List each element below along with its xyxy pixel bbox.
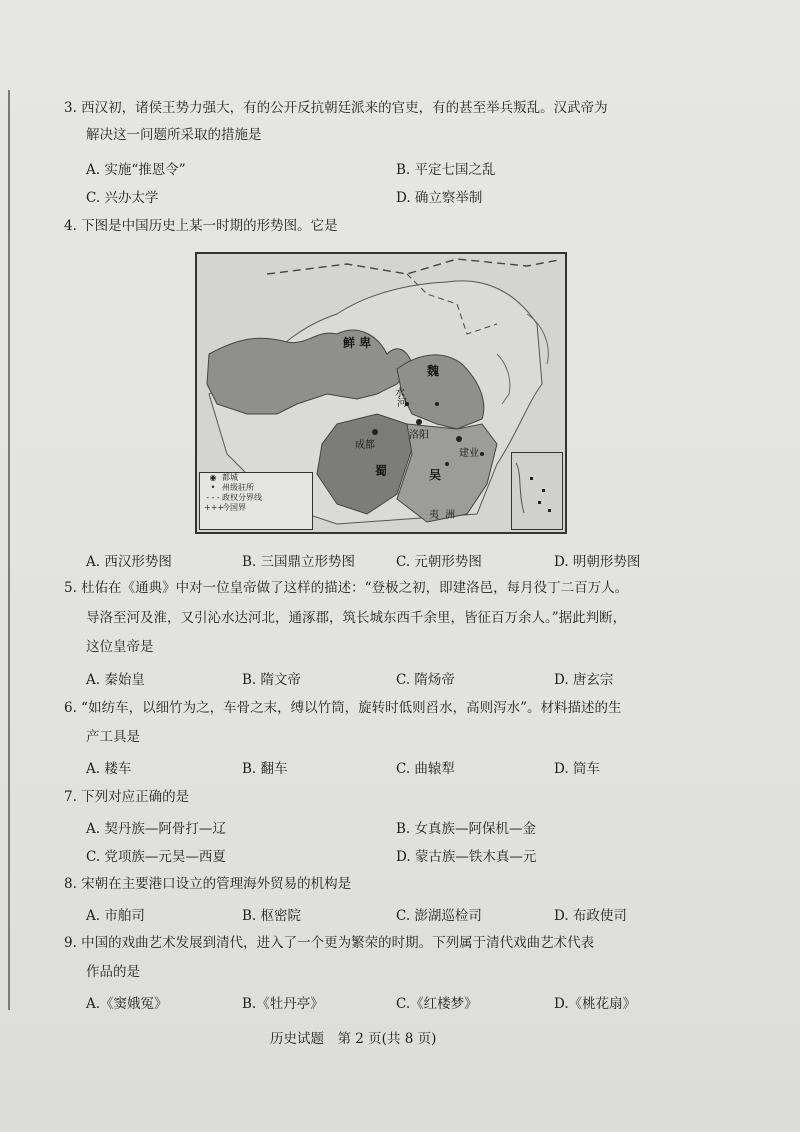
q4-option-c[interactable]: C. 元朝形势图 bbox=[396, 554, 482, 570]
map-label-shu: 蜀 bbox=[375, 464, 388, 478]
map-inset-islands bbox=[511, 452, 563, 530]
q7-option-c[interactable]: C. 党项族—元昊—西夏 bbox=[86, 849, 226, 865]
q8-option-b[interactable]: B. 枢密院 bbox=[242, 908, 302, 924]
map-label-zhou: 洲 bbox=[445, 510, 455, 521]
q8-option-a[interactable]: A. 市舶司 bbox=[86, 908, 145, 924]
legend-national-border: +++ 今国界 bbox=[204, 503, 246, 512]
legend-boundary: - - - 政权分界线 bbox=[200, 493, 312, 503]
inset-drawing bbox=[512, 453, 562, 529]
q3-stem-line2: 解决这一问题所采取的措施是 bbox=[86, 127, 262, 143]
q8-option-d[interactable]: D. 布政使司 bbox=[554, 908, 627, 924]
q6-option-b[interactable]: B. 翻车 bbox=[242, 761, 288, 777]
legend-capital: ◉ 都城 bbox=[200, 473, 312, 483]
map-label-hexi: 河 bbox=[397, 398, 407, 409]
q5-option-c[interactable]: C. 隋炀帝 bbox=[396, 672, 455, 688]
q3-stem-line1: 3. 西汉初，诸侯王势力强大，有的公开反抗朝廷派来的官吏，有的甚至举兵叛乱。汉武帝为 bbox=[64, 100, 608, 116]
capital-dot-icon: ◉ bbox=[209, 473, 217, 482]
q7-option-d[interactable]: D. 蒙古族—铁木真—元 bbox=[396, 849, 537, 865]
q7-stem: 7. 下列对应正确的是 bbox=[64, 789, 190, 805]
q3-option-c[interactable]: C. 兴办太学 bbox=[86, 190, 159, 206]
q5-stem-line1: 5. 杜佑在《通典》中对一位皇帝做了这样的描述：“登极之初，即建洛邑，每月役丁二百万人。 bbox=[64, 580, 629, 596]
map-label-xianbei: 鲜 卑 bbox=[343, 336, 372, 350]
legend-prefecture: • 州级驻所 bbox=[200, 483, 312, 493]
map-label-yi: 夷 bbox=[429, 510, 439, 521]
q6-stem-line1: 6. “如纺车，以细竹为之，车骨之末，缚以竹筒，旋转时低则舀水，高则泻水”。材料描述的生 bbox=[64, 700, 622, 716]
q4-option-a[interactable]: A. 西汉形势图 bbox=[86, 554, 172, 570]
map-label-chengdu: 成都 bbox=[355, 440, 375, 451]
historical-map bbox=[195, 252, 567, 534]
q8-stem: 8. 宋朝在主要港口设立的管理海外贸易的机构是 bbox=[64, 876, 352, 892]
map-label-jianye: 建业 bbox=[459, 448, 479, 459]
border-line-icon: +++ bbox=[204, 503, 225, 512]
q7-option-a[interactable]: A. 契丹族—阿骨打—辽 bbox=[86, 821, 226, 837]
q9-option-c[interactable]: C.《红楼梦》 bbox=[396, 996, 478, 1012]
q3-option-a[interactable]: A. 实施“推恩令” bbox=[86, 162, 186, 178]
prefecture-dot-icon: • bbox=[210, 483, 216, 492]
q4-option-b[interactable]: B. 三国鼎立形势图 bbox=[242, 554, 356, 570]
q9-option-b[interactable]: B.《牡丹亭》 bbox=[242, 996, 324, 1012]
q5-stem-line2: 导洛至河及淮，又引沁水达河北，通涿郡，筑长城东西千余里，皆征百万余人。”据此判断， bbox=[86, 610, 627, 626]
q4-option-d[interactable]: D. 明朝形势图 bbox=[554, 554, 641, 570]
map-label-luoyang: 洛阳 bbox=[409, 430, 429, 441]
q9-stem-line1: 9. 中国的戏曲艺术发展到清代，进入了一个更为繁荣的时期。下列属于清代戏曲艺术代表 bbox=[64, 935, 595, 951]
map-label-wei: 魏 bbox=[427, 364, 440, 378]
q6-stem-line2: 产工具是 bbox=[86, 729, 140, 745]
q7-option-b[interactable]: B. 女真族—阿保机—金 bbox=[396, 821, 537, 837]
q3-option-d[interactable]: D. 确立察举制 bbox=[396, 190, 483, 206]
q9-option-d[interactable]: D.《桃花扇》 bbox=[554, 996, 637, 1012]
q5-option-b[interactable]: B. 隋文帝 bbox=[242, 672, 302, 688]
q8-option-c[interactable]: C. 澎湖巡检司 bbox=[396, 908, 482, 924]
map-label-wu: 吴 bbox=[429, 468, 442, 482]
q5-stem-line3: 这位皇帝是 bbox=[86, 639, 154, 655]
page-footer: 历史试题 第 2 页(共 8 页) bbox=[270, 1031, 437, 1047]
map-label-shui: 水 bbox=[395, 388, 405, 399]
q5-option-a[interactable]: A. 秦始皇 bbox=[86, 672, 145, 688]
q6-option-d[interactable]: D. 筒车 bbox=[554, 761, 600, 777]
q6-option-a[interactable]: A. 耧车 bbox=[86, 761, 132, 777]
q4-stem: 4. 下图是中国历史上某一时期的形势图。它是 bbox=[64, 218, 338, 234]
q6-option-c[interactable]: C. 曲辕犁 bbox=[396, 761, 455, 777]
q9-stem-line2: 作品的是 bbox=[86, 964, 140, 980]
map-legend bbox=[199, 472, 313, 530]
page-fold-line bbox=[8, 90, 10, 1010]
q9-option-a[interactable]: A.《窦娥冤》 bbox=[86, 996, 168, 1012]
q5-option-d[interactable]: D. 唐玄宗 bbox=[554, 672, 614, 688]
q3-option-b[interactable]: B. 平定七国之乱 bbox=[396, 162, 496, 178]
dashed-line-icon: - - - bbox=[206, 493, 220, 502]
